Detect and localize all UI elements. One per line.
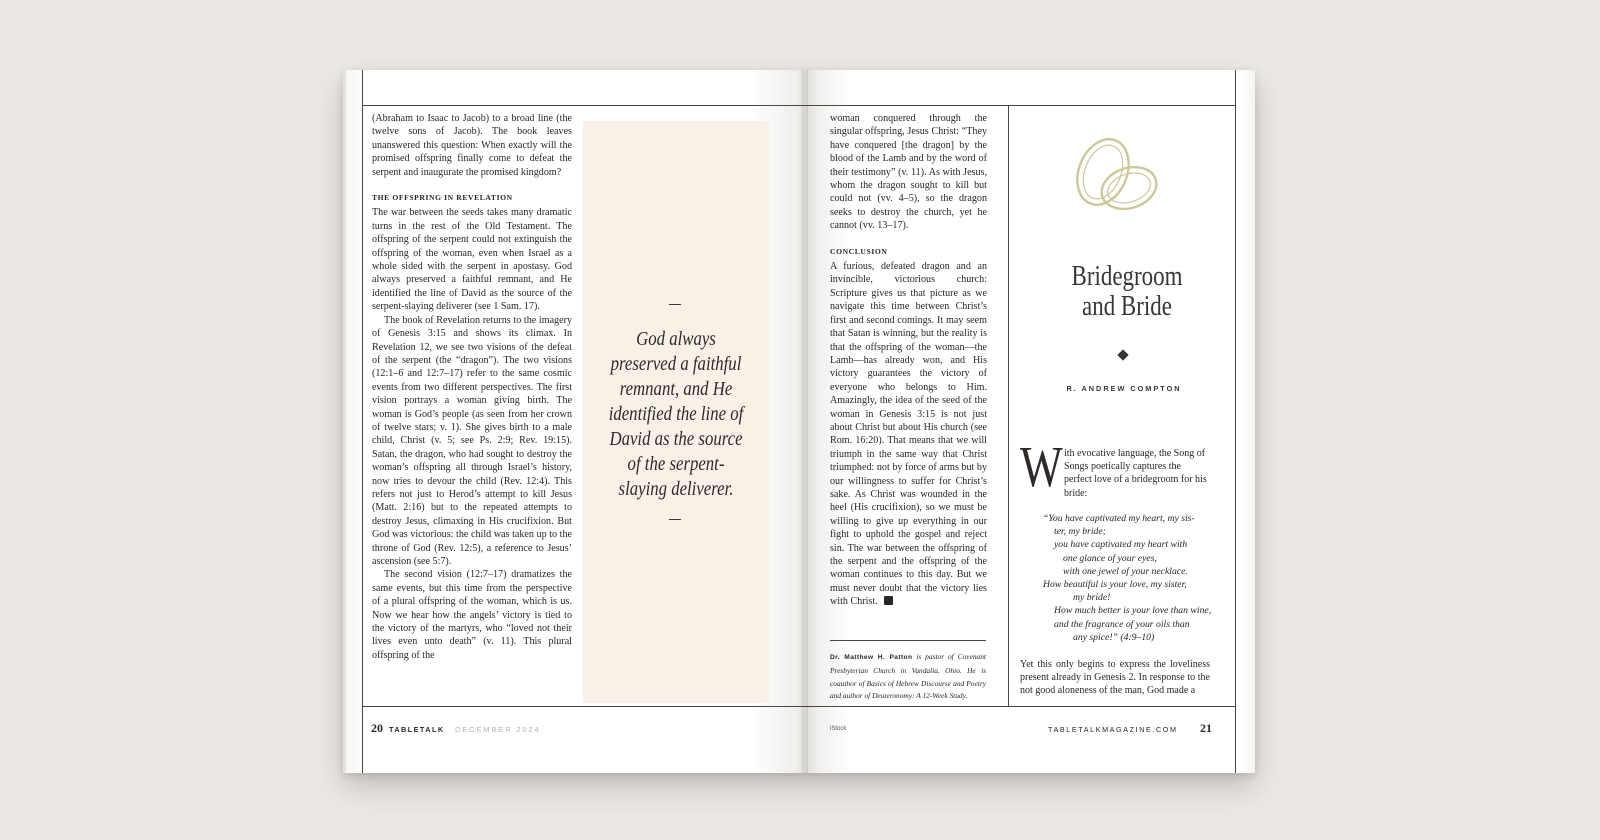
section-heading: CONCLUSION <box>830 246 888 256</box>
quote-line: How much better is your love than wine, <box>1054 605 1212 617</box>
pull-quote-box <box>583 121 769 703</box>
body-column <box>830 112 987 609</box>
author-byline: R. ANDREW COMPTON <box>1066 384 1182 393</box>
top-rule <box>362 105 805 106</box>
bio-rule <box>830 640 986 641</box>
drop-cap: W <box>1020 434 1063 499</box>
body-paragraph: The second vision (12:7–17) dramatizes the same events, but this time from the perspective of a plural offspring of the woman, which is us. Now we hear how the angels’ victory is tied to the victory of the martyrs, who “loved not their lives even unto death” (v. 11). This plural offspring of the <box>372 569 572 661</box>
photo-credit: iStock <box>830 726 847 732</box>
section-heading: THE OFFSPRING IN REVELATION <box>372 193 513 203</box>
pull-quote-dash <box>669 519 681 520</box>
body-paragraph: woman conquered through the singular offspring, Jesus Christ: “They have conquered [the dragon] by the blood of the Lamb and by the word of their testimony” (v. 11). As with Jesus, whom the dragon sought to kill but could not (vv. 4–5), so the dragon seeks to destroy the church, yet he cannot (vv. 13–17). <box>830 113 987 232</box>
body-column <box>372 112 572 662</box>
bio-name: Dr. Matthew H. Patton <box>830 654 913 661</box>
magazine-website: TABLETALKMAGAZINE.COM <box>1048 725 1178 734</box>
title-line: and Bride <box>1082 291 1172 322</box>
wedding-rings-icon <box>1063 132 1173 224</box>
magazine-name: TABLETALK <box>389 725 445 734</box>
conclusion-text: A furious, defeated dragon and an invincible, victorious church: Scripture gives us that picture as we navigate this time between Christ’s first and second comings. It may seem that Satan is winning, but the reality is that the offspring of the woman—the Lamb—has already won, and His victory guarantees the victory of everyone who belongs to Him. Amazingly, the idea of the seed of the woman in Genesis 3:15 is not just about Christ but about His church (see Rom. 16:20). That means that we will triumph in the same way that Christ triumphed: not by force of arms but by our willingness to suffer for Christ’s sake. As Christ was wounded in the heel (His crucifixion), so we must be willing to give up everything in our fight to uphold the gospel and reject sin. The war between the offspring of the serpent and the offspring of the woman continues to this day. But we must never doubt that the victory lies with Christ. <box>830 261 987 608</box>
article-title <box>1045 262 1209 322</box>
pull-quote-dash <box>669 304 681 305</box>
page-number: 21 <box>1200 721 1212 735</box>
page-edge <box>343 70 346 773</box>
quote-line: and the fragrance of your oils than <box>1054 618 1190 630</box>
tabletalk-end-mark-icon <box>884 596 893 605</box>
diamond-ornament <box>1117 349 1128 360</box>
left-page <box>343 70 805 773</box>
magazine-spread <box>343 70 1255 773</box>
author-bio <box>830 651 986 703</box>
body-paragraph: (Abraham to Isaac to Jacob) to a broad line (the twelve sons of Jacob). The book leaves unanswered this question: When exactly will the promised offspring finally come to defeat the serpent and inaugurate the promised kingdom? <box>372 113 572 178</box>
column-divider <box>1008 105 1009 706</box>
left-margin-rule <box>362 70 363 773</box>
intro-text: ith evocative language, the Song of Songs poetically captures the perfect love of a bridegroom for his bride: <box>1064 448 1207 499</box>
right-margin-rule <box>1235 70 1236 773</box>
pull-quote: God always preserved a faithful remnant, and He identified the line of David as the source of the serpent-slaying deliverer. <box>608 329 744 500</box>
scripture-quote <box>1035 512 1213 644</box>
bottom-rule <box>362 706 805 707</box>
quote-line: with one jewel of your necklace. <box>1063 565 1188 577</box>
quote-line: my bride! <box>1073 592 1111 604</box>
bottom-rule <box>805 706 1235 707</box>
title-line: Bridegroom <box>1071 261 1183 292</box>
body-paragraph: The war between the seeds takes many dramatic turns in the rest of the Old Testament. The offspring of the serpent could not extinguish the offspring of the woman, even when Israel as a whole sided with the serpent in apostasy. God always preserved a faithful remnant, and He identified the line of David as the source of the serpent-slaying deliverer (see 1 Sam. 17). <box>372 207 572 313</box>
right-page <box>805 70 1255 773</box>
quote-line: any spice!” (4:9–10) <box>1073 631 1155 643</box>
quote-line: How beautiful is your love, my sister, <box>1043 579 1187 591</box>
quote-line: one glance of your eyes, <box>1063 552 1157 564</box>
body-paragraph: The book of Revelation returns to the imagery of Genesis 3:15 and shows its climax. In Revelation 12, we see two visions of the defeat of the serpent (the “dragon”). The two visions (12:1–6 and 12:7–17) refer to the same cosmic events from two different perspectives. The first vision portrays a woman giving birth. The woman is God’s people (as seen from her crown of twelve stars; v. 1). She gives birth to a male child, Christ (v. 5; see Ps. 2:9; Rev. 19:15). Satan, the dragon, who had sought to destroy the woman’s offspring all through Israel’s history, now tries to devour the child (Rev. 12:4). This refers not just to Herod’s attempt to kill Jesus (Matt. 2:16) but to the repeated attempts to destroy Jesus, climaxing in His crucifixion. But God was victorious: the child was taken up to the throne of God (Rev. 12:5), a reference to Jesus’ ascension (see 5:7). <box>372 314 572 567</box>
top-rule <box>805 105 1235 106</box>
quote-line: “You have captivated my heart, my sis- <box>1043 513 1195 524</box>
body-paragraph: Yet this only begins to express the loveliness present already in Genesis 2. In response to the not good aloneness of the man, God made a <box>1020 659 1210 697</box>
spine-gutter <box>802 70 808 773</box>
body-paragraph <box>830 260 987 609</box>
issue-date: DECEMBER 2024 <box>455 725 541 734</box>
page-number: 20 <box>371 721 383 735</box>
quote-line: ter, my bride; <box>1054 526 1106 538</box>
bio-text: is pastor of Covenant Presbyterian Church in Vandalia, Ohio. He is coauthor of Basics of Hebrew Discourse and Poetry and author of Deuteronomy: A 12-Week Study. <box>830 652 986 701</box>
quote-line: you have captivated my heart with <box>1054 539 1188 551</box>
